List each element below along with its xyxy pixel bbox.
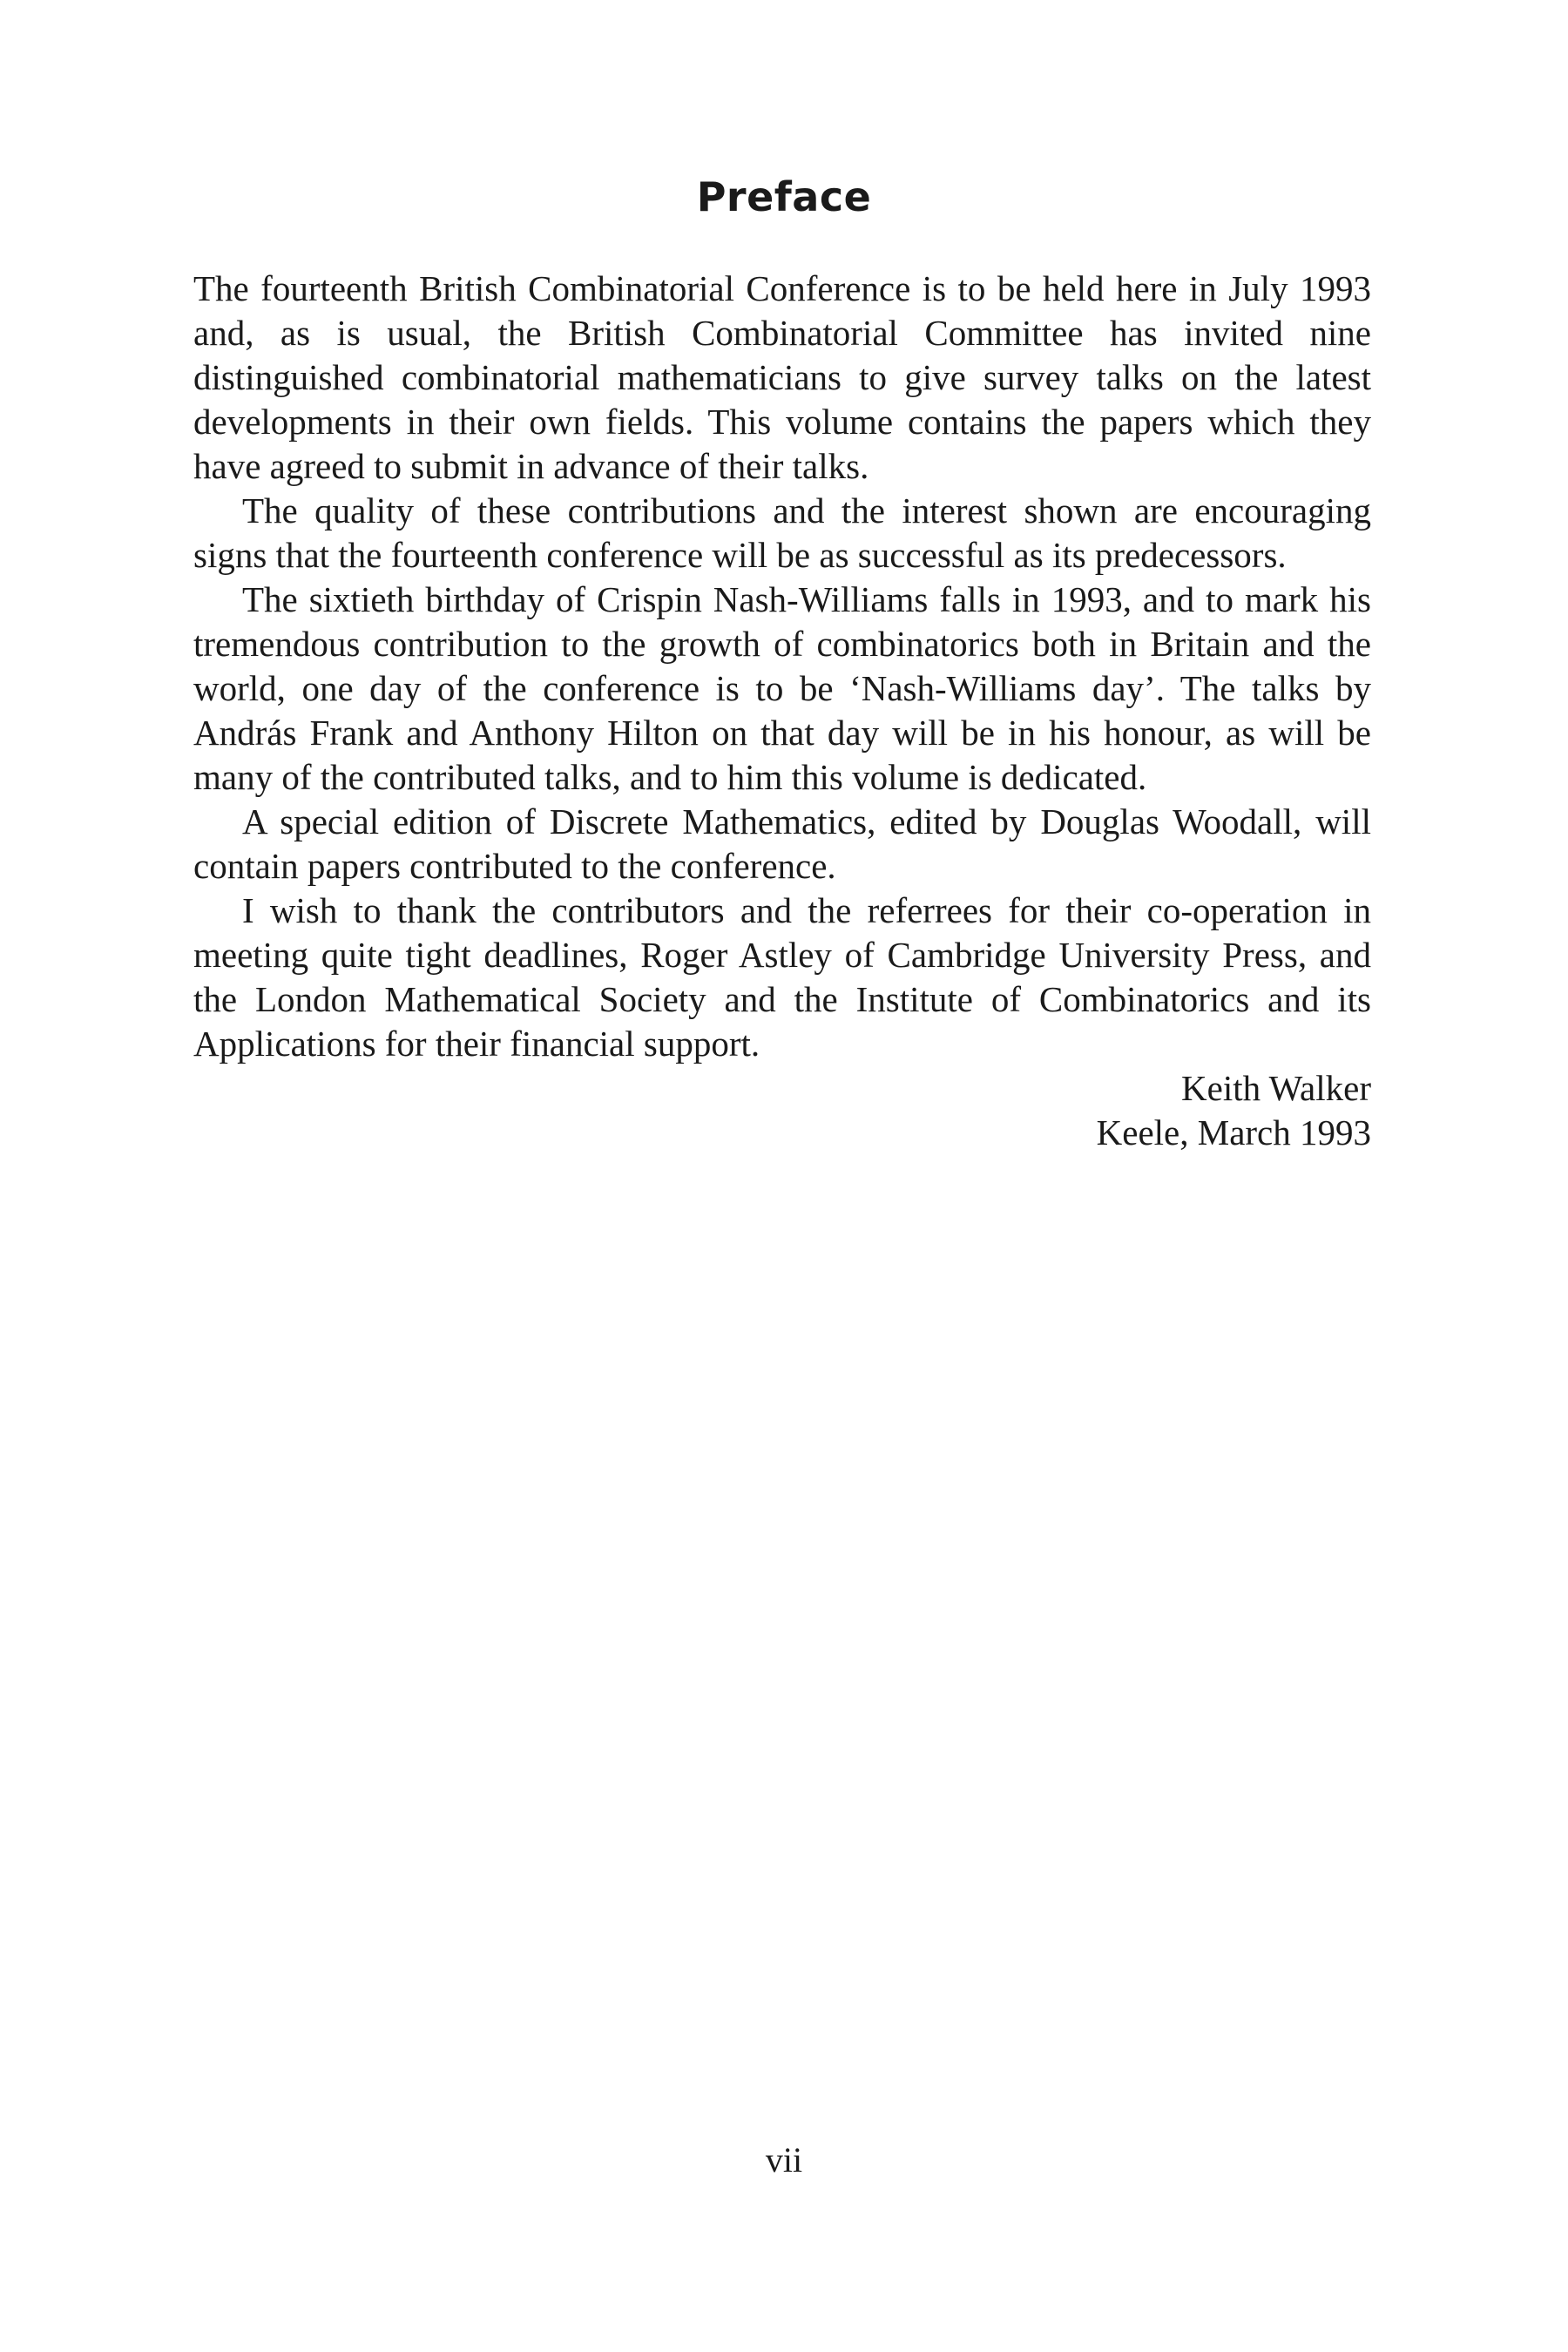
page-title: Preface [696,173,872,220]
paragraph-5: I wish to thank the contributors and the referrees for their co-operation in meeting quite tight deadlines, Roger Astley of Cambridge University Press, and the London Mathematical Society and the Institute of Combinatorics and its Applications for their financial support. [193,890,1371,1064]
signature-place-date: Keele, March 1993 [1096,1112,1371,1152]
paragraph-3: The sixtieth birthday of Crispin Nash-Williams falls in 1993, and to mark his tremendous contribution to the growth of combinatorics both in Britain and the world, one day of the conference is to be ‘Nash-Williams day’. The talks by András Frank and Anthony Hilton on that day will be in his honour, as will be many of the contributed talks, and to him this volume is dedicated. [193,579,1371,797]
paragraph-4: A special edition of Discrete Mathematics, edited by Douglas Woodall, will contain papers contributed to the conference. [193,801,1371,886]
signature-name: Keith Walker [1181,1068,1371,1108]
preface-body [193,267,1371,1155]
page-number: vii [765,2140,803,2180]
signature-block [193,1066,1371,1155]
paragraph-2: The quality of these contributions and the interest shown are encouraging signs that the fourteenth conference will be as successful as its predecessors. [193,490,1371,575]
paragraph-1: The fourteenth British Combinatorial Conference is to be held here in July 1993 and, as is usual, the British Combinatorial Committee has invited nine distinguished combinatorial mathematicians to give survey talks on the latest developments in their own fields. This volume contains the papers which they have agreed to submit in advance of their talks. [193,268,1371,486]
